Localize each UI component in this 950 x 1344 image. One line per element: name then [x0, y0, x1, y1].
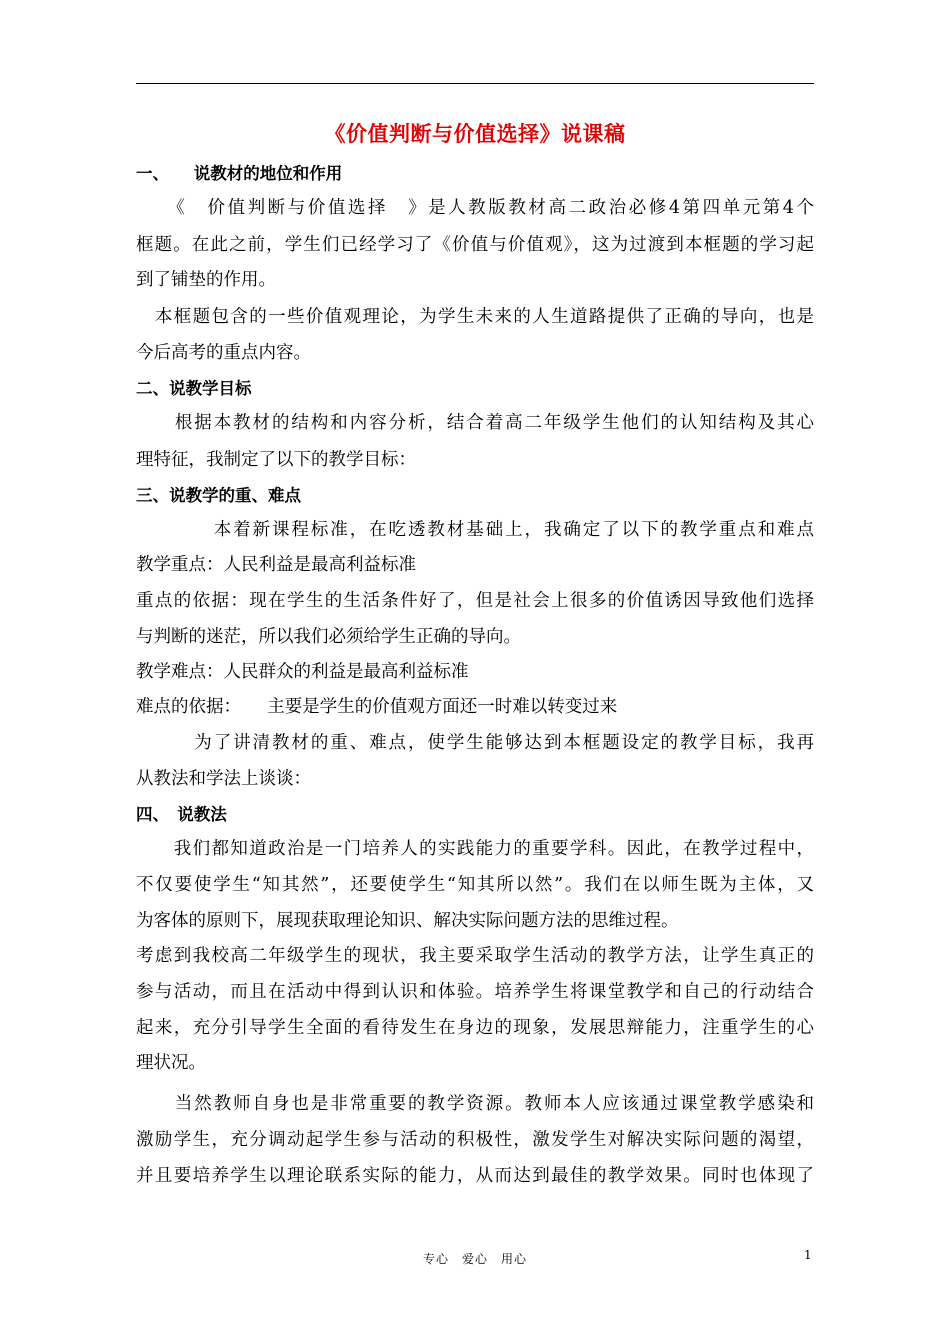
paragraph-line: 《 价值判断与价值选择 》是人教版教材高二政治必修4第四单元第4个	[136, 198, 814, 218]
paragraph-line: 为了讲清教材的重、难点，使学生能够达到本框题设定的教学目标，我再	[136, 733, 814, 753]
document-title: 《价值判断与价值选择》说课稿	[324, 122, 626, 146]
paragraph-line: 理特征，我制定了以下的教学目标：	[136, 450, 416, 470]
paragraph-line: 与判断的迷茫，所以我们必须给学生正确的导向。	[136, 627, 521, 647]
paragraph-line: 并且要培养学生以理论联系实际的能力，从而达到最佳的教学效果。同时也体现了	[136, 1166, 814, 1186]
paragraph-line: 我们都知道政治是一门培养人的实践能力的重要学科。因此，在教学过程中，	[136, 839, 814, 859]
page-footer: 专心 爱心 用心	[422, 1252, 527, 1266]
paragraph-line: 当然教师自身也是非常重要的教学资源。教师本人应该通过课堂教学感染和	[136, 1094, 814, 1114]
paragraph-line: 到了铺垫的作用。	[136, 270, 276, 290]
paragraph-line: 重点的依据：现在学生的生活条件好了，但是社会上很多的价值诱因导致他们选择	[136, 591, 814, 611]
paragraph-line: 教学重点：人民利益是最高利益标准	[136, 555, 416, 575]
heading-1: 一、 说教材的地位和作用	[136, 164, 343, 183]
paragraph-line: 本框题包含的一些价值观理论，为学生未来的人生道路提供了正确的导向，也是	[136, 307, 814, 327]
paragraph-line: 框题。在此之前，学生们已经学习了《价值与价值观》，这为过渡到本框题的学习起	[136, 235, 814, 255]
paragraph-line: 教学难点：人民群众的利益是最高利益标准	[136, 662, 469, 682]
paragraph-line: 根据本教材的结构和内容分析，结合着高二年级学生他们的认知结构及其心	[136, 413, 814, 433]
paragraph-line: 理状况。	[136, 1053, 206, 1073]
header-rule	[136, 83, 814, 84]
heading-4: 四、 说教法	[136, 805, 227, 824]
paragraph-line: 激励学生，充分调动起学生参与活动的积极性，激发学生对解决实际问题的渴望，	[136, 1130, 814, 1150]
paragraph-line: 不仅要使学生“知其然”，还要使学生“知其所以然”。我们在以师生既为主体，又	[136, 875, 814, 895]
paragraph-line: 本着新课程标准，在吃透教材基础上，我确定了以下的教学重点和难点	[136, 520, 814, 540]
paragraph-line: 参与活动，而且在活动中得到认识和体验。培养学生将课堂教学和自己的行动结合	[136, 982, 814, 1002]
paragraph-line: 今后高考的重点内容。	[136, 343, 311, 363]
heading-3: 三、说教学的重、难点	[136, 486, 301, 505]
page-number: 1	[804, 1248, 812, 1262]
paragraph-line: 从教法和学法上谈谈：	[136, 769, 311, 789]
paragraph-line: 起来，充分引导学生全面的看待发生在身边的现象，发展思辩能力，注重学生的心	[136, 1018, 814, 1038]
heading-2: 二、说教学目标	[136, 379, 252, 398]
paragraph-line: 难点的依据： 主要是学生的价值观方面还一时难以转变过来	[136, 697, 618, 717]
paragraph-line: 考虑到我校高二年级学生的现状，我主要采取学生活动的教学方法，让学生真正的	[136, 946, 814, 966]
paragraph-line: 为客体的原则下，展现获取理论知识、解决实际问题方法的思维过程。	[136, 911, 679, 931]
